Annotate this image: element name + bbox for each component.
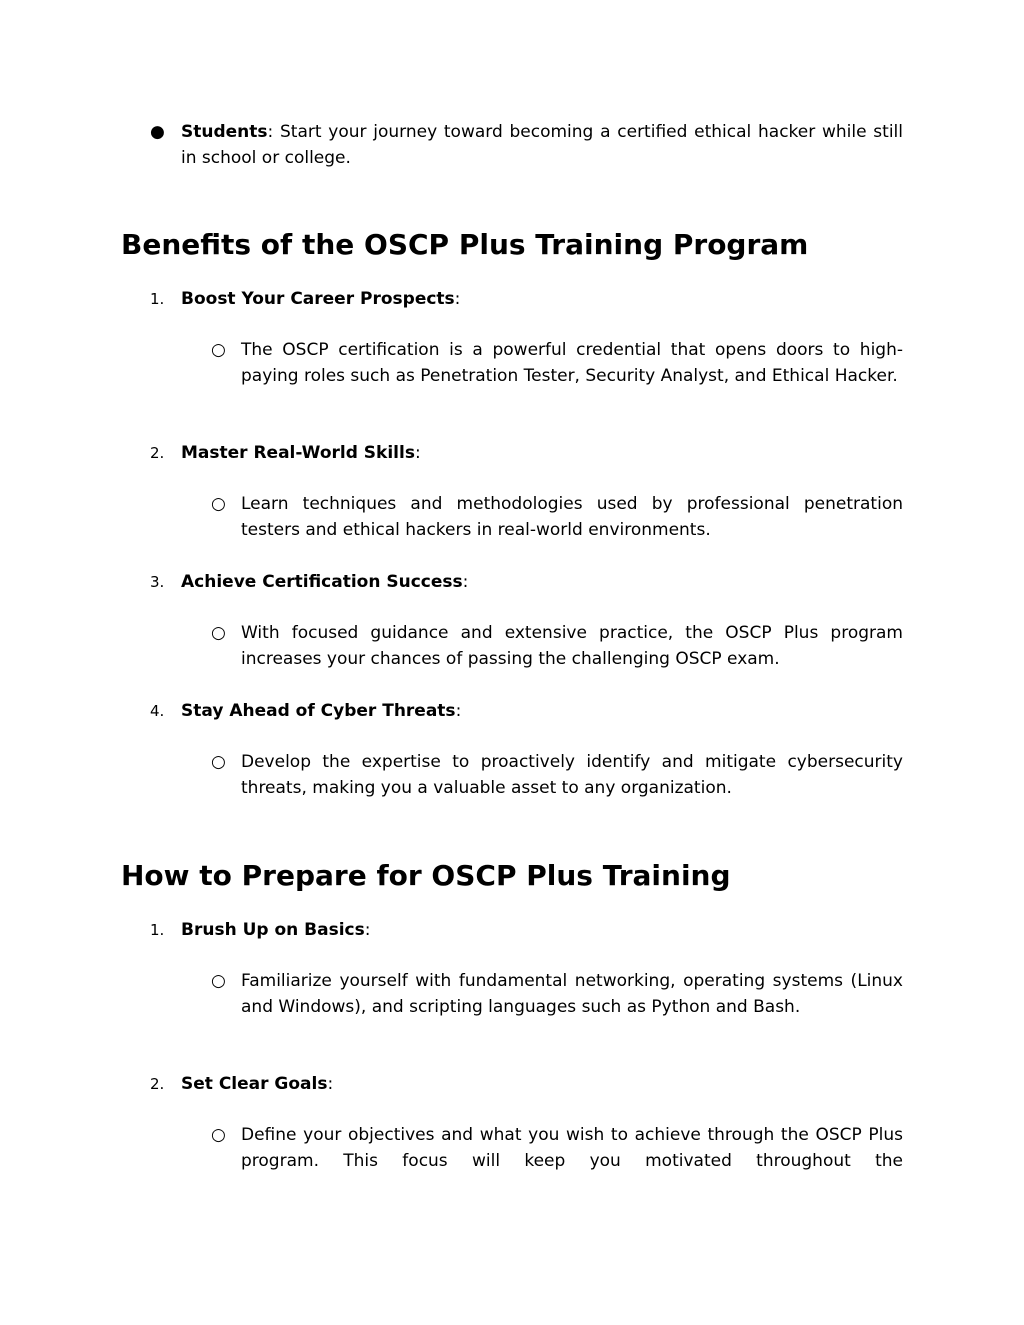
list-item-detail: The OSCP certification is a powerful credential that opens doors to high-paying roles such as Penetration Tester, Security Analyst, and Ethical Hacker. (241, 340, 903, 386)
list-item-detail: Define your objectives and what you wish to achieve through the OSCP Plus program. This focus will keep you motivated throughout the (241, 1125, 903, 1171)
list-item-detail: Familiarize yourself with fundamental networking, operating systems (Linux and Windows), and scripting languages such as Python and Bash. (241, 971, 903, 1017)
list-number: 3. (150, 573, 165, 591)
section-heading-benefits: Benefits of the OSCP Plus Training Program (121, 228, 809, 261)
list-item-title: Master Real-World Skills: (181, 443, 421, 463)
section-heading-prepare: How to Prepare for OSCP Plus Training (121, 859, 731, 892)
sub-bullet-icon: ○ (211, 1125, 226, 1145)
list-item-detail: Learn techniques and methodologies used by professional penetration testers and ethical hackers in real-world environments. (241, 494, 903, 540)
list-number: 4. (150, 702, 165, 720)
list-number: 2. (150, 1075, 165, 1093)
sub-bullet-icon: ○ (211, 494, 226, 514)
list-item-title: Brush Up on Basics: (181, 920, 371, 940)
list-item-title: Stay Ahead of Cyber Threats: (181, 701, 462, 721)
sub-bullet-icon: ○ (211, 623, 226, 643)
list-item-title: Achieve Certification Success: (181, 572, 469, 592)
sub-bullet-icon: ○ (211, 752, 226, 772)
sub-bullet-icon: ○ (211, 340, 226, 360)
intro-bullet-label: Students (181, 122, 268, 142)
sub-bullet-icon: ○ (211, 971, 226, 991)
list-item-title: Set Clear Goals: (181, 1074, 334, 1094)
list-number: 1. (150, 290, 165, 308)
list-item-detail: Develop the expertise to proactively identify and mitigate cybersecurity threats, making you a valuable asset to any organization. (241, 752, 903, 798)
list-number: 2. (150, 444, 165, 462)
intro-bullet-separator: : (267, 122, 274, 142)
bullet-icon: ● (150, 122, 165, 142)
intro-bullet-body: Start your journey toward becoming a certified ethical hacker while still in school or college. (181, 122, 903, 168)
list-item-title: Boost Your Career Prospects: (181, 289, 461, 309)
list-number: 1. (150, 921, 165, 939)
intro-bullet-text (181, 119, 903, 171)
list-item-detail: With focused guidance and extensive practice, the OSCP Plus program increases your chances of passing the challenging OSCP exam. (241, 623, 903, 669)
